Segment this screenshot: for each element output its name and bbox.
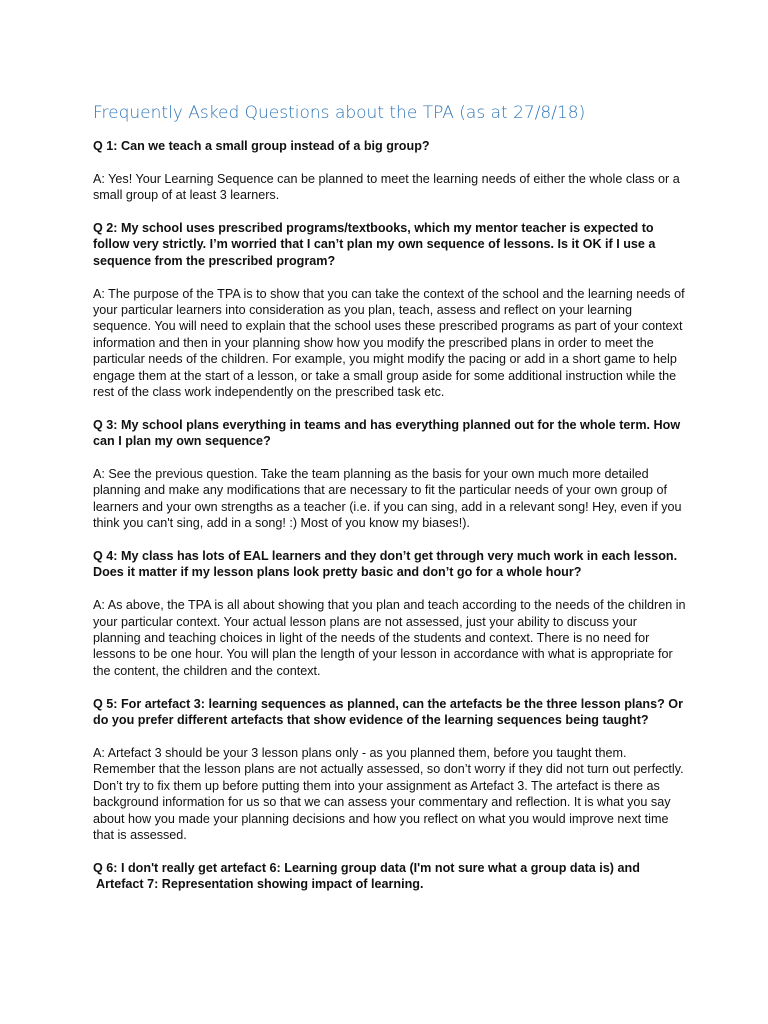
faq-answer: A: As above, the TPA is all about showing that you plan and teach according to the needs of the children in your particular context. Your actual lesson plans are not assessed, just your ability to discuss your planning and teaching choices in light of the needs of the students and context. There is no need for lessons to be one hour. You will plan the length of your lesson in accordance with what is appropriate for the content, the children and the context. [93,598,686,678]
faq-item-1 [93,138,688,204]
faq-item-4 [93,548,688,679]
faq-question: Q 3: My school plans everything in teams and has everything planned out for the whole term. How can I plan my own sequence? [93,417,681,449]
document-page [93,102,688,909]
faq-answer: A: Yes! Your Learning Sequence can be planned to meet the learning needs of either the whole class or a small group of at least 3 learners. [93,171,680,203]
faq-question [93,860,688,893]
faq-answer: A: The purpose of the TPA is to show that you can take the context of the school and the learning needs of your particular learners into consideration as you plan, teach, assess and reflect on your learning sequence. You will need to explain that the school uses these prescribed programs as part of your context information and then in your planning show how you modify the prescribed plans in order to meet the particular needs of the children. For example, you might modify the pacing or add in a short game to help engage them at the start of a lesson, or take a small group aside for some additional instruction while the rest of the class work independently on the prescribed task etc. [93,286,685,400]
faq-item-5 [93,696,688,844]
faq-question: Q 5: For artefact 3: learning sequences as planned, can the artefacts be the three lesson plans? Or do you prefer different artefacts that show evidence of the learning sequences being taught? [93,696,683,728]
faq-answer: A: Artefact 3 should be your 3 lesson plans only - as you planned them, before you taught them. Remember that the lesson plans are not actually assessed, so don’t worry if they did not turn out perfectly. Don’t try to fix them up before putting them into your assignment as Artefact 3. The artefact is there as background information for us so that we can assess your commentary and reflection. It is what you say about how you made your planning decisions and how you reflect on what you would improve next time that is assessed. [93,745,684,842]
faq-answer: A: See the previous question. Take the team planning as the basis for your own much more detailed planning and make any modifications that are necessary to fit the particular needs of your own group of learners and your own strengths as a teacher (i.e. if you can sing, add in a relevant song! Hey, even if you think you can't sing, add in a song! :) Most of you know my biases!). [93,467,682,531]
faq-item-6 [93,860,688,893]
faq-question: Q 4: My class has lots of EAL learners and they don’t get through very much work in each lesson. Does it matter if my lesson plans look pretty basic and don’t go for a whole hour? [93,549,678,580]
faq-question-line-2: Artefact 7: Representation showing impact of learning. [96,877,424,892]
faq-item-2 [93,220,688,400]
faq-question: Q 2: My school uses prescribed programs/textbooks, which my mentor teacher is expected to follow very strictly. I’m worried that I can’t plan my own sequence of lessons. Is it OK if I use a sequence from the prescribed program? [93,221,656,268]
faq-question-line-1: Q 6: I don't really get artefact 6: Learning group data (I'm not sure what a group data is) and [93,860,640,875]
page-title: Frequently Asked Questions about the TPA (as at 27/8/18) [93,103,586,123]
faq-question: Q 1: Can we teach a small group instead of a big group? [93,139,430,153]
faq-item-3 [93,417,688,532]
